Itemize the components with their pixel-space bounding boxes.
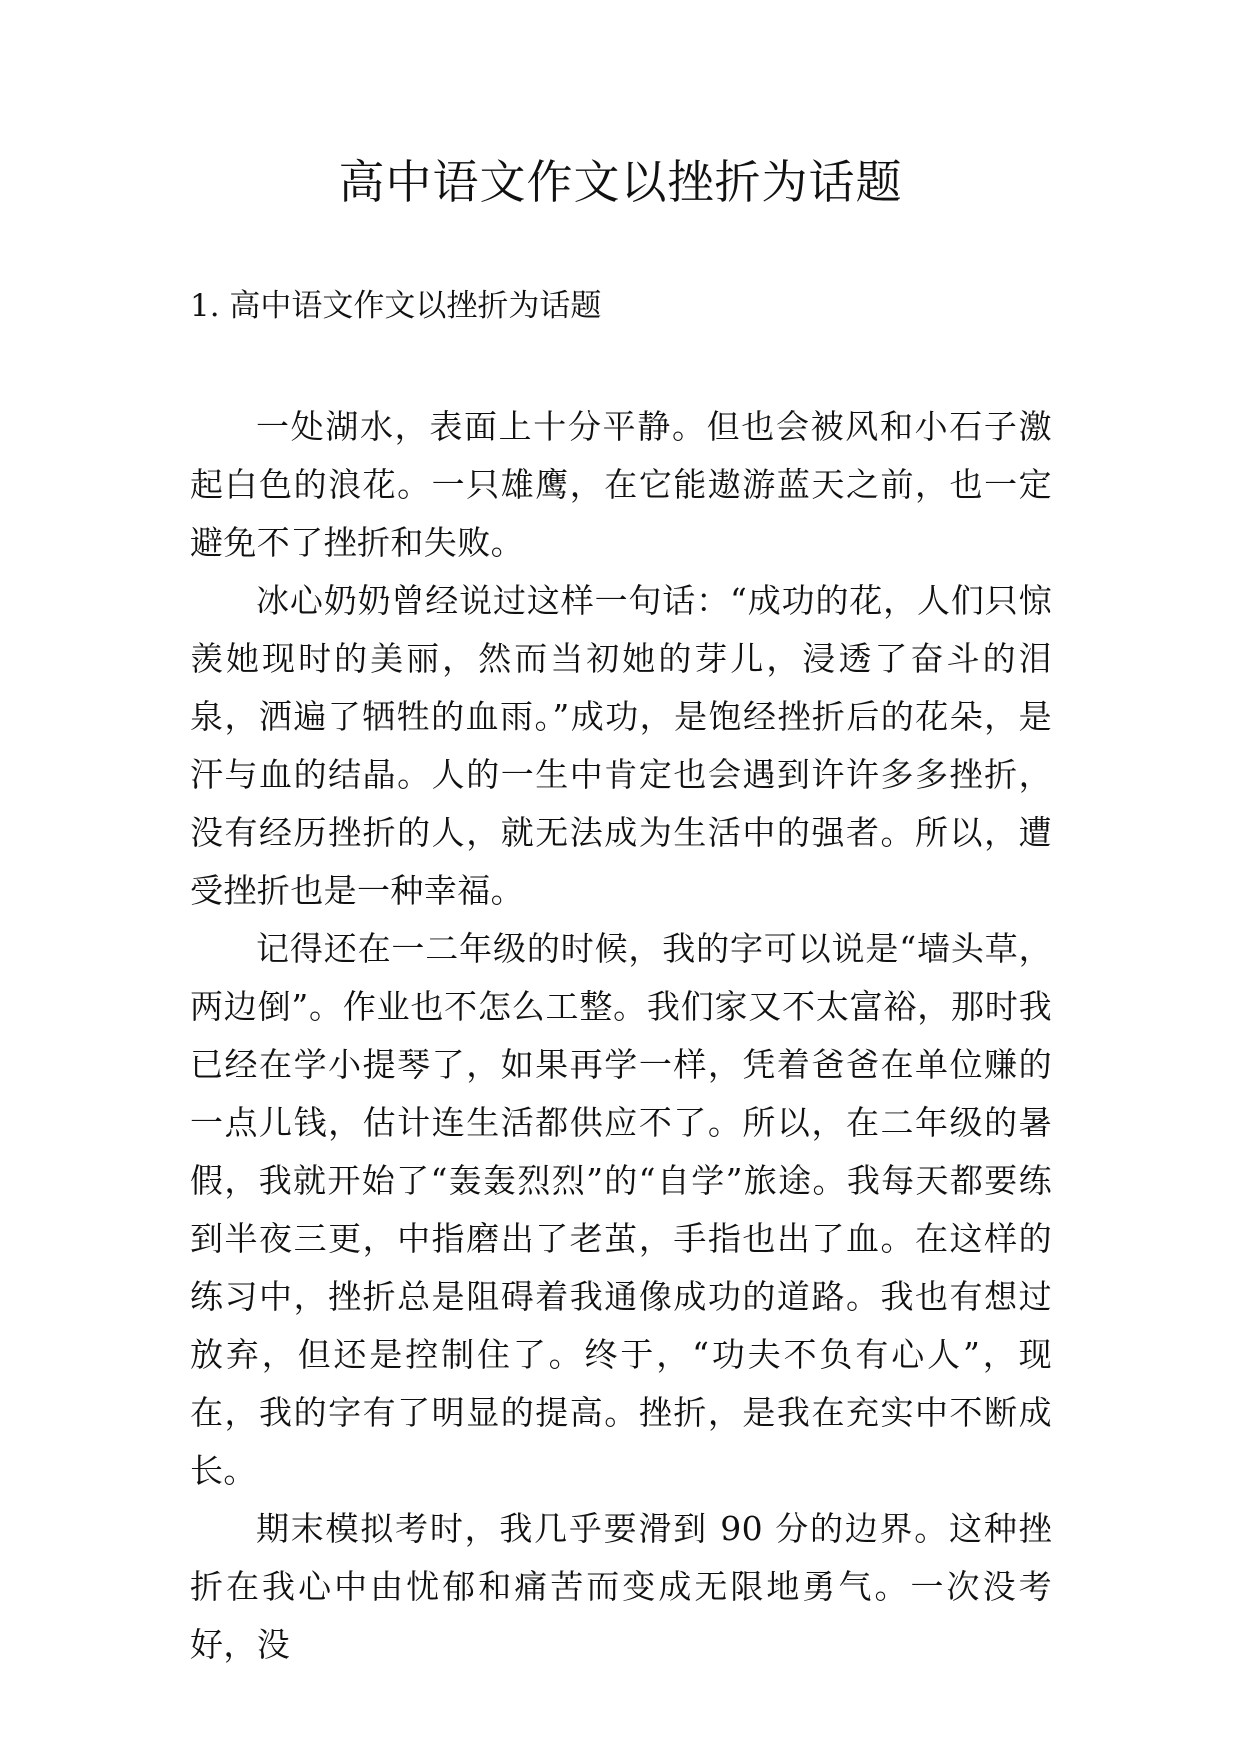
document-title: 高中语文作文以挫折为话题 <box>338 155 903 209</box>
paragraph-2: 冰心奶奶曾经说过这样一句话：“成功的花，人们只惊羡她现时的美丽，然而当初她的芽儿，浸透了奋斗的泪泉，洒遍了牺牲的血雨。”成功，是饱经挫折后的花朵，是汗与血的结晶。人的一生中肯定也会遇到许许多多挫折，没有经历挫折的人，就无法成为生活中的强者。所以，遭受挫折也是一种幸福。 <box>190 581 1052 910</box>
section-heading: 1. 高中语文作文以挫折为话题 <box>190 288 602 324</box>
essay-body <box>190 398 1052 1674</box>
paragraph-3: 记得还在一二年级的时候，我的字可以说是“墙头草，两边倒”。作业也不怎么工整。我们家又不太富裕，那时我已经在学小提琴了，如果再学一样，凭着爸爸在单位赚的一点儿钱，估计连生活都供应不了。所以，在二年级的暑假，我就开始了“轰轰烈烈”的“自学”旅途。我每天都要练到半夜三更，中指磨出了老茧，手指也出了血。在这样的练习中，挫折总是阻碍着我通像成功的道路。我也有想过放弃，但还是控制住了。终于，“功夫不负有心人”，现在，我的字有了明显的提高。挫折，是我在充实中不断成长。 <box>190 929 1052 1490</box>
paragraph-4: 期末模拟考时，我几乎要滑到 90 分的边界。这种挫折在我心中由忧郁和痛苦而变成无限地勇气。一次没考好，没 <box>190 1509 1052 1664</box>
paragraph-1: 一处湖水，表面上十分平静。但也会被风和小石子激起白色的浪花。一只雄鹰，在它能遨游蓝天之前，也一定避免不了挫折和失败。 <box>190 407 1052 562</box>
